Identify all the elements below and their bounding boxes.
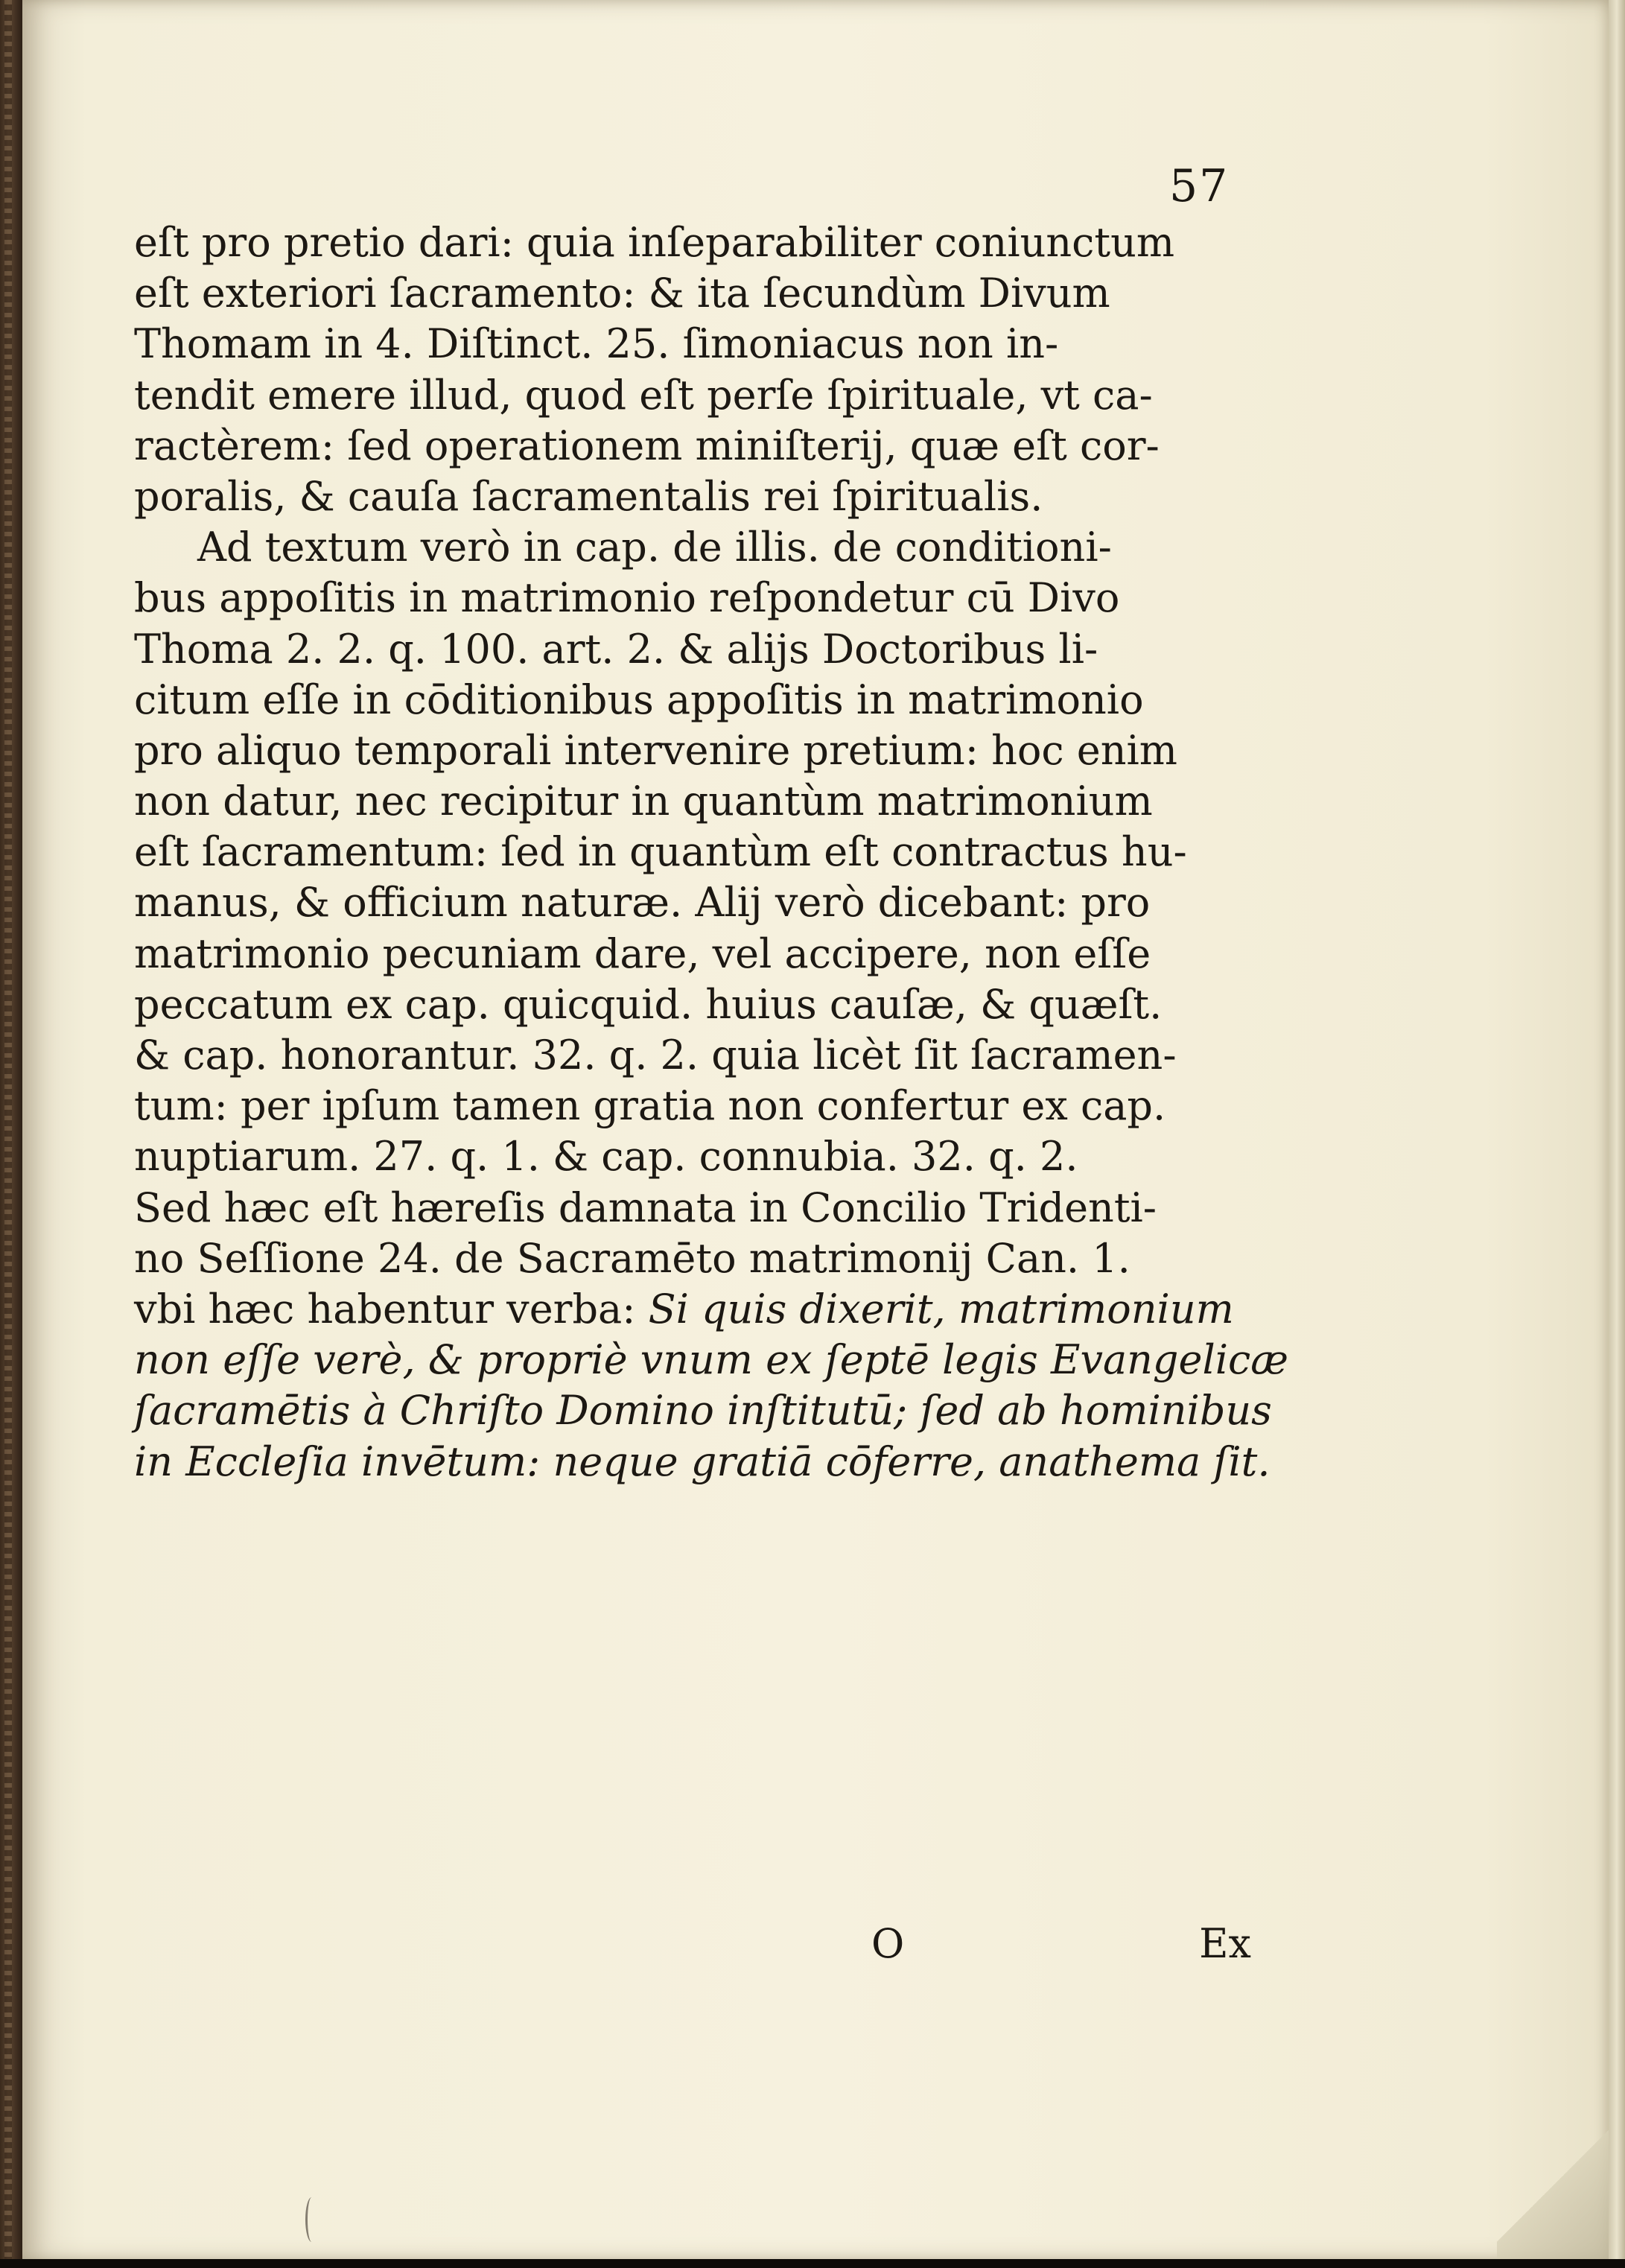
text-line: tum: per ipſum tamen gratia non confertur ex cap. <box>134 1082 1166 1130</box>
page-sheet <box>22 0 1609 2261</box>
text-line: manus, & officium naturæ. Alij verò dicebant: pro <box>134 879 1151 927</box>
text-line: & cap. honorantur. 32. q. 2. quia licèt ſit ſacramen- <box>134 1032 1177 1079</box>
quotation-line: ſacramētis à Chriſto Domino inſtitutū; ſed ab hominibus <box>134 1387 1272 1435</box>
text-line: ractèrem: ſed operationem miniſterij, quæ eſt cor- <box>134 422 1160 469</box>
text-line: nuptiarum. 27. q. 1. & cap. connubia. 32. q. 2. <box>134 1133 1078 1181</box>
text-line: Sed hæc eſt hæreſis damnata in Concilio Tridenti- <box>134 1184 1157 1231</box>
text-line: poralis, & cauſa ſacramentalis rei ſpiritualis. <box>134 472 1043 520</box>
catchword: Ex <box>1199 1920 1251 1967</box>
page-number: 57 <box>1169 160 1230 212</box>
quotation-italic: Si quis dixerit, matrimonium <box>635 1285 1234 1332</box>
text-line: bus appoſitis in matrimonio reſpondetur cū Divo <box>134 574 1120 622</box>
text-line: eſt exteriori ſacramento: & ita ſecundùm Divum <box>134 270 1110 317</box>
text-line-mixed <box>134 1284 1251 1335</box>
text-line: Thomam in 4. Diſtinct. 25. ſimoniacus non in- <box>134 320 1059 368</box>
page-corner-fold <box>1497 2112 1609 2261</box>
text-line: Thoma 2. 2. q. 100. art. 2. & alijs Doctoribus li- <box>134 625 1098 673</box>
quotation-line: non eſſe verè, & propriè vnum ex ſeptē legis Evangelicæ <box>134 1336 1288 1384</box>
text-line: citum eſſe in cōditionibus appoſitis in matrimonio <box>134 676 1144 723</box>
text-line: matrimonio pecuniam dare, vel accipere, non eſſe <box>134 930 1151 977</box>
direction-line <box>134 1920 1251 1972</box>
scan-border <box>0 2259 1625 2268</box>
ink-stain <box>305 2197 318 2242</box>
text-roman: vbi hæc habentur verba: <box>134 1285 636 1332</box>
book-binding <box>0 0 22 2268</box>
text-line: eſt pro pretio dari: quia inſeparabiliter coniunctum <box>134 219 1175 266</box>
text-line: peccatum ex cap. quicquid. huius cauſæ, & quæſt. <box>134 980 1163 1028</box>
page-edges <box>1609 0 1625 2268</box>
signature-mark: O <box>871 1920 905 1967</box>
quotation-line: in Eccleſia invētum: neque gratiā cōferre, anathema ſit. <box>134 1438 1271 1485</box>
text-line: pro aliquo temporali intervenire pretium: hoc enim <box>134 726 1177 774</box>
text-line: no Seſſione 24. de Sacramēto matrimonij Can. 1. <box>134 1234 1130 1282</box>
text-block <box>134 217 1288 1487</box>
text-line: tendit emere illud, quod eſt perſe ſpirituale, vt ca- <box>134 371 1153 419</box>
text-line: Ad textum verò in cap. de illis. de conditioni- <box>197 524 1112 571</box>
text-line: non datur, nec recipitur in quantùm matrimonium <box>134 778 1153 825</box>
text-line: eſt ſacramentum: ſed in quantùm eſt contractus hu- <box>134 828 1187 876</box>
